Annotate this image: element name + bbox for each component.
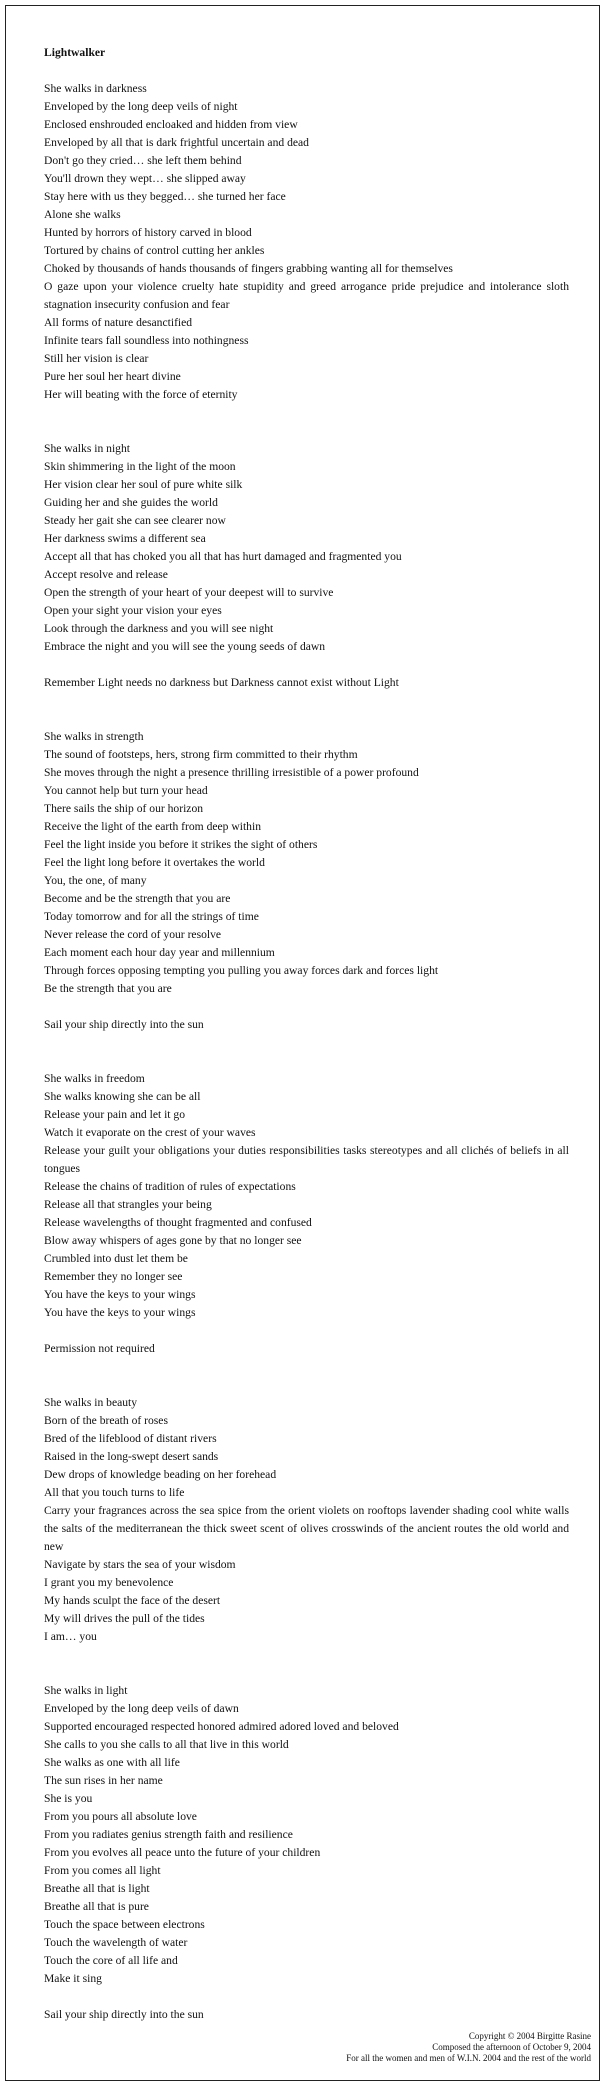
- stanza-gap: [44, 404, 569, 440]
- poem-line: Breathe all that is light: [44, 1882, 150, 1895]
- poem-line: Release wavelengths of thought fragmented and confused: [44, 1216, 312, 1229]
- poem-title: Lightwalker: [44, 46, 106, 59]
- poem-line: Permission not required: [44, 1342, 155, 1355]
- poem-line: She walks in freedom: [44, 1072, 145, 1085]
- poem-line: Enveloped by the long deep veils of dawn: [44, 1702, 239, 1715]
- poem-line: Crumbled into dust let them be: [44, 1252, 188, 1265]
- poem-line: Make it sing: [44, 1972, 102, 1985]
- poem-line: O gaze upon your violence cruelty hate stupidity and greed arrogance pride prejudice and intolerance sloth stagnation insecurity confusion and fear: [44, 280, 569, 311]
- poem-line: Her darkness swims a different sea: [44, 532, 206, 545]
- blank-line: [44, 1322, 569, 1340]
- poem-line: She moves through the night a presence thrilling irresistible of a power profound: [44, 766, 419, 779]
- poem-line: You cannot help but turn your head: [44, 784, 208, 797]
- poem-line: Each moment each hour day year and millennium: [44, 946, 275, 959]
- stanza: [44, 80, 569, 404]
- stanza: [44, 1394, 569, 1646]
- poem-line: She calls to you she calls to all that live in this world: [44, 1738, 289, 1751]
- poem-line: I am… you: [44, 1630, 97, 1643]
- poem-line: You have the keys to your wings: [44, 1306, 196, 1319]
- poem-line: Today tomorrow and for all the strings of time: [44, 910, 259, 923]
- poem-line: Bred of the lifeblood of distant rivers: [44, 1432, 217, 1445]
- poem-line: She walks in night: [44, 442, 130, 455]
- poem-line: Choked by thousands of hands thousands of fingers grabbing wanting all for themselves: [44, 262, 453, 275]
- poem-line: Steady her gait she can see clearer now: [44, 514, 226, 527]
- poem-line: Remember they no longer see: [44, 1270, 183, 1283]
- poem-line: Infinite tears fall soundless into nothingness: [44, 334, 249, 347]
- poem-line: She walks in light: [44, 1684, 128, 1697]
- poem-line: Navigate by stars the sea of your wisdom: [44, 1558, 236, 1571]
- page-frame: [5, 5, 600, 2081]
- poem-line: My hands sculpt the face of the desert: [44, 1594, 221, 1607]
- poem-line: Release your guilt your obligations your duties responsibilities tasks stereotypes and all clichés of beliefs in all tongues: [44, 1144, 569, 1175]
- poem-line: Enveloped by all that is dark frightful uncertain and dead: [44, 136, 309, 149]
- poem: [44, 44, 569, 2024]
- poem-line: All that you touch turns to life: [44, 1486, 185, 1499]
- blank-line: [44, 656, 569, 674]
- poem-line: Enclosed enshrouded encloaked and hidden from view: [44, 118, 298, 131]
- poem-line: Born of the breath of roses: [44, 1414, 168, 1427]
- poem-line: Carry your fragrances across the sea spice from the orient violets on rooftops lavender shading cool white walls the salts of the mediterranean the thick sweet scent of olives crosswinds of the ancient routes the old world and new: [44, 1504, 569, 1553]
- poem-line: Alone she walks: [44, 208, 121, 221]
- poem-line: All forms of nature desanctified: [44, 316, 193, 329]
- poem-line: Breathe all that is pure: [44, 1900, 149, 1913]
- poem-line: Through forces opposing tempting you pulling you away forces dark and forces light: [44, 964, 439, 977]
- poem-line: Blow away whispers of ages gone by that no longer see: [44, 1234, 302, 1247]
- poem-line: She walks in strength: [44, 730, 144, 743]
- poem-line: From you pours all absolute love: [44, 1810, 197, 1823]
- poem-line: Open your sight your vision your eyes: [44, 604, 222, 617]
- poem-line: She is you: [44, 1792, 93, 1805]
- poem-line: Look through the darkness and you will see night: [44, 622, 274, 635]
- poem-line: Accept resolve and release: [44, 568, 168, 581]
- blank-line: [44, 1988, 569, 2006]
- poem-line: My will drives the pull of the tides: [44, 1612, 205, 1625]
- stanza: [44, 440, 569, 692]
- poem-line: Watch it evaporate on the crest of your waves: [44, 1126, 256, 1139]
- poem-line: Supported encouraged respected honored admired adored loved and beloved: [44, 1720, 399, 1733]
- poem-line: From you comes all light: [44, 1864, 161, 1877]
- poem-line: Become and be the strength that you are: [44, 892, 231, 905]
- poem-line: Release the chains of tradition of rules of expectations: [44, 1180, 296, 1193]
- poem-line: Enveloped by the long deep veils of night: [44, 100, 238, 113]
- poem-body: [44, 80, 569, 2024]
- poem-line: Pure her soul her heart divine: [44, 370, 181, 383]
- poem-line: Raised in the long-swept desert sands: [44, 1450, 219, 1463]
- poem-line: Touch the wavelength of water: [44, 1936, 188, 1949]
- poem-line: Don't go they cried… she left them behind: [44, 154, 242, 167]
- poem-line: From you radiates genius strength faith and resilience: [44, 1828, 293, 1841]
- poem-line: Open the strength of your heart of your deepest will to survive: [44, 586, 334, 599]
- copyright-line: Copyright © 2004 Birgitte Rasine: [468, 2031, 591, 2041]
- stanza: [44, 728, 569, 1034]
- poem-line: Accept all that has choked you all that has hurt damaged and fragmented you: [44, 550, 402, 563]
- poem-line: There sails the ship of our horizon: [44, 802, 204, 815]
- stanza-gap: [44, 692, 569, 728]
- poem-line: From you evolves all peace unto the future of your children: [44, 1846, 321, 1859]
- stanza: [44, 1682, 569, 2024]
- footer: [346, 2031, 591, 2064]
- poem-line: Embrace the night and you will see the young seeds of dawn: [44, 640, 326, 653]
- poem-line: Feel the light inside you before it strikes the sight of others: [44, 838, 318, 851]
- poem-line: She walks knowing she can be all: [44, 1090, 201, 1103]
- poem-line: You have the keys to your wings: [44, 1288, 196, 1301]
- poem-line: Touch the core of all life and: [44, 1954, 178, 1967]
- poem-line: Be the strength that you are: [44, 982, 172, 995]
- poem-line: You, the one, of many: [44, 874, 147, 887]
- poem-line: Her will beating with the force of eternity: [44, 388, 238, 401]
- poem-line: Dew drops of knowledge beading on her forehead: [44, 1468, 277, 1481]
- poem-line: Hunted by horrors of history carved in blood: [44, 226, 252, 239]
- stanza-gap: [44, 1034, 569, 1070]
- poem-line: Release all that strangles your being: [44, 1198, 212, 1211]
- poem-line: She walks as one with all life: [44, 1756, 180, 1769]
- poem-line: She walks in darkness: [44, 82, 147, 95]
- poem-line: She walks in beauty: [44, 1396, 138, 1409]
- poem-line: Still her vision is clear: [44, 352, 149, 365]
- poem-line: Never release the cord of your resolve: [44, 928, 222, 941]
- poem-line: Guiding her and she guides the world: [44, 496, 218, 509]
- composed-line: Composed the afternoon of October 9, 2004: [432, 2042, 591, 2052]
- poem-line: Feel the light long before it overtakes the world: [44, 856, 265, 869]
- stanza-gap: [44, 1358, 569, 1394]
- poem-line: The sound of footsteps, hers, strong firm committed to their rhythm: [44, 748, 358, 761]
- poem-line: The sun rises in her name: [44, 1774, 163, 1787]
- stanza-gap: [44, 1646, 569, 1682]
- stanza: [44, 1070, 569, 1358]
- poem-line: Remember Light needs no darkness but Darkness cannot exist without Light: [44, 676, 399, 689]
- poem-line: Sail your ship directly into the sun: [44, 2008, 204, 2021]
- poem-line: You'll drown they wept… she slipped away: [44, 172, 246, 185]
- poem-line: I grant you my benevolence: [44, 1576, 174, 1589]
- poem-line: Sail your ship directly into the sun: [44, 1018, 204, 1031]
- poem-line: Release your pain and let it go: [44, 1108, 186, 1121]
- poem-line: Tortured by chains of control cutting her ankles: [44, 244, 265, 257]
- dedication-line: For all the women and men of W.I.N. 2004 and the rest of the world: [346, 2053, 591, 2063]
- poem-line: Receive the light of the earth from deep within: [44, 820, 261, 833]
- poem-line: Her vision clear her soul of pure white silk: [44, 478, 243, 491]
- poem-line: Stay here with us they begged… she turned her face: [44, 190, 286, 203]
- poem-line: Skin shimmering in the light of the moon: [44, 460, 236, 473]
- poem-line: Touch the space between electrons: [44, 1918, 205, 1931]
- blank-line: [44, 998, 569, 1016]
